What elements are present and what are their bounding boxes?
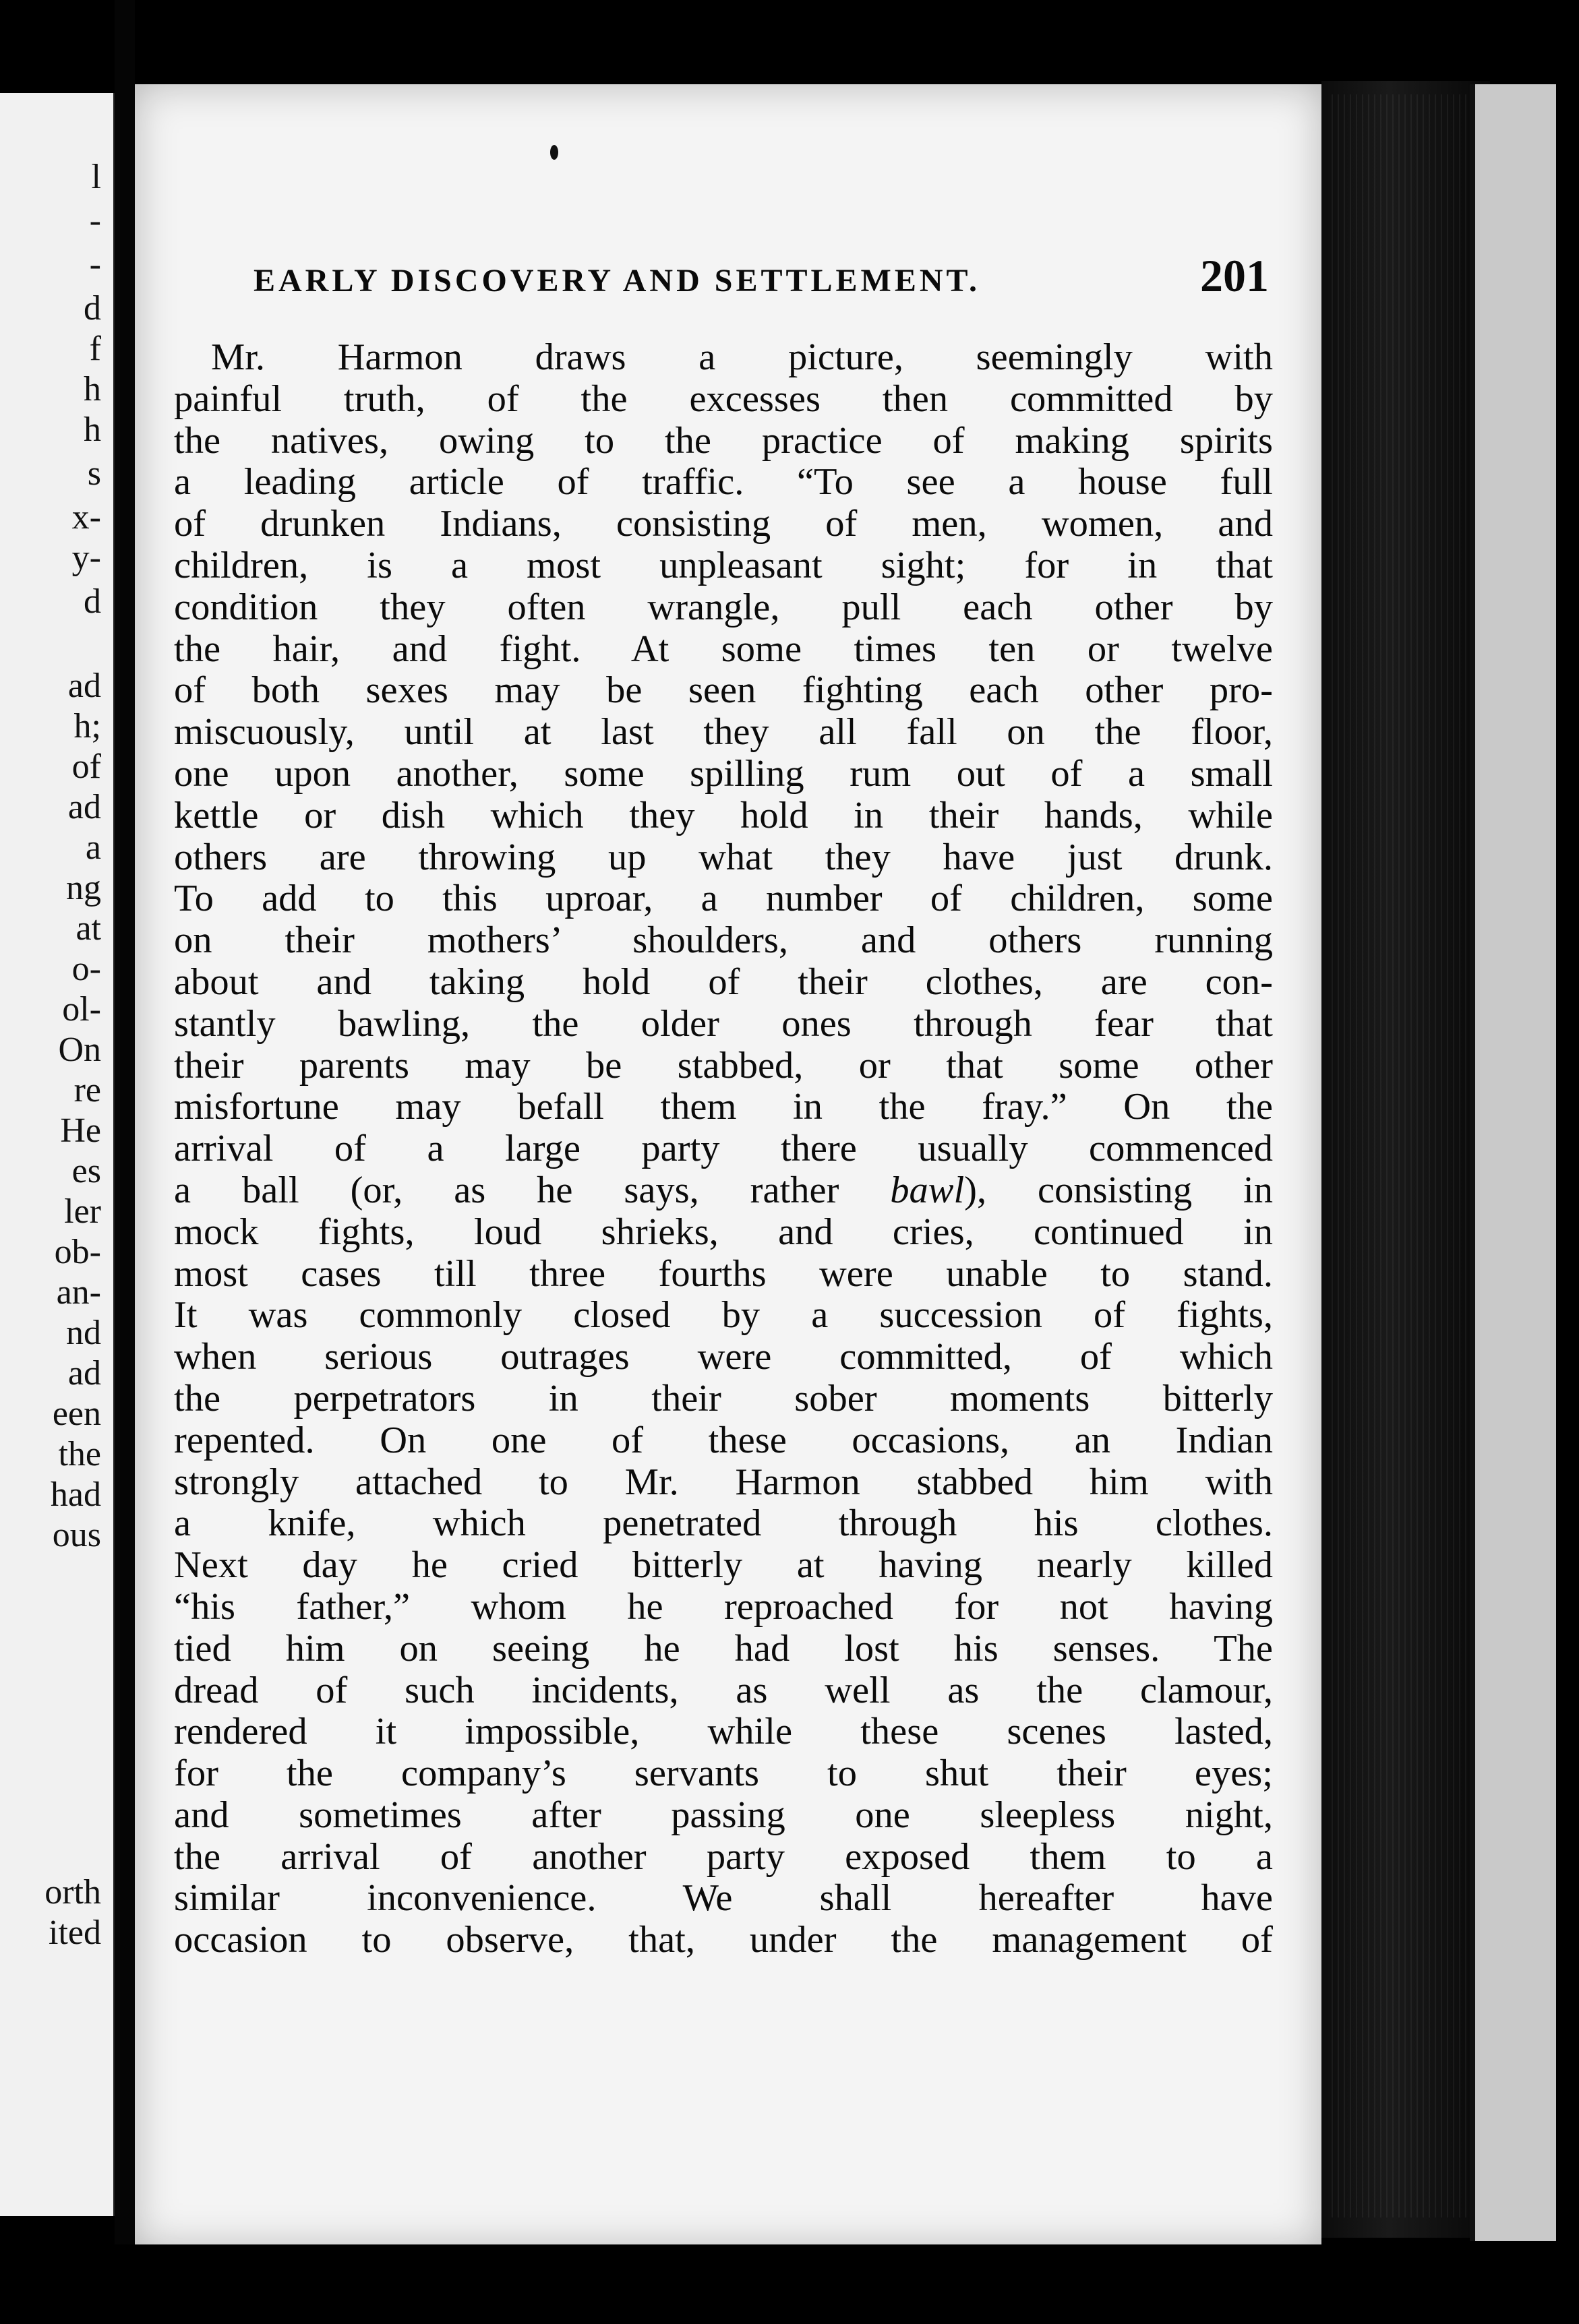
text-line: of drunken Indians, consisting of men, women, and <box>174 503 1273 545</box>
facing-page-text-fragment: h <box>84 410 101 449</box>
scan-border <box>0 2244 1579 2324</box>
facing-page-text-fragment: l <box>91 158 101 196</box>
running-head-title: EARLY DISCOVERY AND SETTLEMENT. <box>254 263 980 299</box>
text-line: misfortune may befall them in the fray.” On the <box>174 1086 1273 1128</box>
text-line: about and taking hold of their clothes, are con- <box>174 960 1273 1003</box>
text-line: miscuously, until at last they all fall on the floor, <box>174 711 1273 754</box>
facing-page-text-fragment: an- <box>56 1273 101 1312</box>
background-strip <box>1470 84 1556 2241</box>
text-line: mock fights, loud shrieks, and cries, continued in <box>174 1211 1273 1253</box>
facing-page-text-fragment: - <box>89 202 101 240</box>
text-line: the arrival of another party exposed them to a <box>174 1835 1273 1878</box>
page-number: 201 <box>1200 250 1269 301</box>
text-line: dread of such incidents, as well as the clamour, <box>174 1669 1273 1711</box>
facing-page-text-fragment: ng <box>66 869 101 907</box>
text-line: tied him on seeing he had lost his senses. The <box>174 1627 1273 1670</box>
facing-page-text-fragment: nd <box>66 1314 101 1352</box>
text-line: Next day he cried bitterly at having nearly killed <box>174 1544 1273 1587</box>
facing-page-text-fragment: orth <box>44 1873 101 1912</box>
facing-page-text-fragment: ler <box>64 1192 101 1231</box>
facing-page-text-fragment: ob- <box>54 1233 101 1271</box>
facing-page-text-fragment: ous <box>52 1516 101 1554</box>
text-line: on their mothers’ shoulders, and others running <box>174 919 1273 962</box>
text-line: one upon another, some spilling rum out of a small <box>174 752 1273 795</box>
text-line: similar inconvenience. We shall hereafter have <box>174 1877 1273 1920</box>
facing-page-text-fragment: ad <box>67 788 101 826</box>
facing-page-text-fragment: es <box>71 1152 101 1190</box>
text-line: the natives, owing to the practice of making spirits <box>174 419 1273 462</box>
facing-page-text-fragment: a <box>85 828 101 867</box>
facing-page-text-fragment: On <box>58 1031 101 1069</box>
facing-page-text-fragment: f <box>89 330 101 368</box>
text-line: repented. On one of these occasions, an Indian <box>174 1419 1273 1461</box>
facing-page-text-fragment: re <box>73 1071 101 1109</box>
facing-page-text-fragment: ited <box>49 1914 101 1952</box>
text-line: children, is a most unpleasant sight; for in that <box>174 544 1273 586</box>
text-line: of both sexes may be seen fighting each other pro- <box>174 669 1273 712</box>
text-line: “his father,” whom he reproached for not having <box>174 1585 1273 1628</box>
text-line: condition they often wrangle, pull each other by <box>174 586 1273 628</box>
text-line: the perpetrators in their sober moments bitterly <box>174 1377 1273 1419</box>
text-line: and sometimes after passing one sleepless night, <box>174 1794 1273 1836</box>
facing-page-text-fragment: o- <box>71 950 101 988</box>
ink-speck <box>550 145 558 160</box>
facing-page-text-fragment: He <box>60 1111 101 1150</box>
text-line: their parents may be stabbed, or that some other <box>174 1044 1273 1087</box>
book-gutter <box>115 0 135 2324</box>
facing-page-text-fragment: of <box>71 747 101 786</box>
facing-page-text-fragment: h <box>84 370 101 408</box>
text-line: It was commonly closed by a succession of fights, <box>174 1294 1273 1337</box>
text-line: rendered it impossible, while these scenes lasted, <box>174 1711 1273 1753</box>
facing-page-text-fragment: y- <box>71 539 101 577</box>
text-line: others are throwing up what they have just drunk. <box>174 836 1273 878</box>
text-line: the hair, and fight. At some times ten or twelve <box>174 628 1273 670</box>
facing-page-text-fragment: had <box>50 1475 101 1514</box>
body-text <box>174 337 1273 1961</box>
facing-page-text-fragment: the <box>58 1435 101 1473</box>
fore-edge-texture <box>1332 94 1480 2218</box>
text-line: a ball (or, as he says, rather bawl), consisting in <box>174 1169 1273 1211</box>
facing-page-text-fragment: d <box>84 582 101 621</box>
facing-page-fragment <box>0 93 116 2216</box>
facing-page-text-fragment: ad <box>67 667 101 705</box>
text-line: painful truth, of the excesses then committed by <box>174 377 1273 420</box>
running-head <box>254 249 1269 303</box>
text-line: a knife, which penetrated through his clothes. <box>174 1502 1273 1545</box>
facing-page-text-fragment: d <box>84 289 101 328</box>
text-line: strongly attached to Mr. Harmon stabbed him with <box>174 1461 1273 1503</box>
facing-page-text-fragment: ol- <box>62 990 101 1029</box>
facing-page-text-fragment: een <box>52 1395 101 1433</box>
facing-page-text-fragment: s <box>87 454 101 493</box>
text-line: To add to this uproar, a number of children, some <box>174 878 1273 920</box>
text-line: a leading article of traffic. “To see a house full <box>174 461 1273 503</box>
facing-page-text-fragment: x- <box>71 498 101 537</box>
text-line: occasion to observe, that, under the management of <box>174 1919 1273 1961</box>
facing-page-text-fragment: ad <box>67 1354 101 1393</box>
text-line: most cases till three fourths were unable to stand. <box>174 1252 1273 1295</box>
facing-page-text-fragment: h; <box>73 707 101 745</box>
text-line: when serious outrages were committed, of which <box>174 1336 1273 1378</box>
facing-page-text-fragment: at <box>76 909 101 948</box>
text-line: for the company’s servants to shut their eyes; <box>174 1752 1273 1795</box>
text-line: stantly bawling, the older ones through fear that <box>174 1002 1273 1045</box>
facing-page-text-fragment: - <box>89 245 101 284</box>
text-line: Mr. Harmon draws a picture, seemingly with <box>211 336 1273 378</box>
book-page <box>135 84 1321 2248</box>
text-line: kettle or dish which they hold in their hands, while <box>174 794 1273 836</box>
text-line: arrival of a large party there usually commenced <box>174 1128 1273 1170</box>
